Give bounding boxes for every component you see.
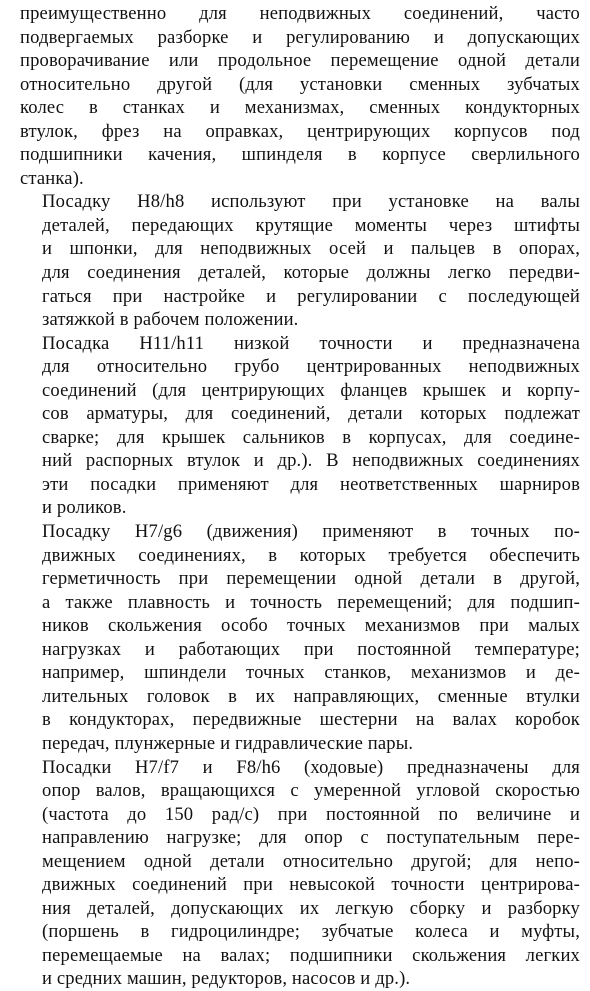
text-line: затяжкой в рабочем положении. — [42, 309, 299, 331]
text-line: подшипники качения, шпинделя в корпусе сверлильного — [20, 144, 580, 166]
paragraph-h7-f7-f8-h6 — [20, 756, 580, 991]
paragraph-h11-h11 — [20, 332, 580, 520]
text-line: ния деталей, допускающих их легкую сборку и разборку — [42, 897, 580, 919]
text-line: гаться при настройке и регулировании с последующей — [42, 285, 580, 307]
text-line: нагрузках и работающих при постоянной температуре; — [42, 638, 580, 660]
text-line: движных соединений при невысокой точности центрирова- — [42, 874, 580, 896]
text-line: эти посадки применяют для неответственных шарниров — [42, 473, 580, 495]
text-line: подвергаемых разборке и регулированию и допускающих — [20, 26, 580, 48]
text-line: втулок, фрез на оправках, центрирующих корпусов под — [20, 120, 580, 142]
text-line: Посадку H8/h8 используют при установке на валы — [42, 191, 580, 213]
text-line: лительных головок в их направляющих, сменные втулки — [42, 685, 580, 707]
text-line: деталей, передающих крутящие моменты через штифты — [42, 214, 580, 236]
text-line: герметичность при перемещении одной детали в другой, — [42, 568, 580, 590]
text-line: соединений (для центрирующих фланцев крышек и корпу- — [42, 379, 580, 401]
text-line: передач, плунжерные и гидравлические пары. — [42, 732, 414, 754]
text-line: в кондукторах, передвижные шестерни на валах коробок — [42, 709, 580, 731]
text-line: а также плавность и точность перемещений; для подшип- — [42, 591, 580, 613]
text-line: например, шпиндели точных станков, механизмов и де- — [42, 662, 580, 684]
text-line: сов арматуры, для соединений, детали которых подлежат — [42, 403, 580, 425]
text-line: ников скольжения особо точных механизмов при малых — [42, 615, 580, 637]
text-line: (поршень в гидроцилиндре; зубчатые колеса и муфты, — [42, 921, 580, 943]
text-line: для относительно грубо центрированных неподвижных — [42, 356, 580, 378]
text-line: Посадка H11/h11 низкой точности и предназначена — [42, 332, 580, 354]
text-line: и средних машин, редукторов, насосов и др.). — [42, 968, 411, 990]
paragraph-h7-g6 — [20, 520, 580, 755]
text-line: направлению нагрузке; для опор с поступательным пере- — [42, 827, 580, 849]
text-line: относительно другой (для установки сменных зубчатых — [20, 73, 580, 95]
text-line: сварке; для крышек сальников в корпусах, для соедине- — [42, 426, 580, 448]
text-line: движных соединениях, в которых требуется обеспечить — [42, 544, 580, 566]
text-line: Посадки H7/f7 и F8/h6 (ходовые) предназначены для — [42, 756, 580, 778]
text-line: Посадку H7/g6 (движения) применяют в точных по- — [42, 521, 580, 543]
text-line: и роликов. — [42, 497, 127, 519]
text-line: ний распорных втулок и др.). В неподвижных соединениях — [42, 450, 580, 472]
text-line: (частота до 150 рад/с) при постоянной по величине и — [42, 803, 580, 825]
text-line: для соединения деталей, которые должны легко передви- — [42, 262, 580, 284]
text-line: мещением одной детали относительно другой; для непо- — [42, 850, 580, 872]
text-line: станка). — [20, 167, 84, 189]
text-line: и шпонки, для неподвижных осей и пальцев в опорах, — [42, 238, 580, 260]
text-line: опор валов, вращающихся с умеренной угловой скоростью — [42, 780, 580, 802]
text-line: проворачивание или продольное перемещение одной детали — [20, 50, 580, 72]
document-page — [20, 2, 580, 991]
paragraph-continuation — [20, 2, 580, 190]
text-line: преимущественно для неподвижных соединений, часто — [20, 3, 580, 24]
paragraph-h8-h8 — [20, 190, 580, 331]
text-line: перемещаемые на валах; подшипники скольжения легких — [42, 944, 580, 966]
text-line: колес в станках и механизмах, сменных кондукторных — [20, 97, 580, 119]
